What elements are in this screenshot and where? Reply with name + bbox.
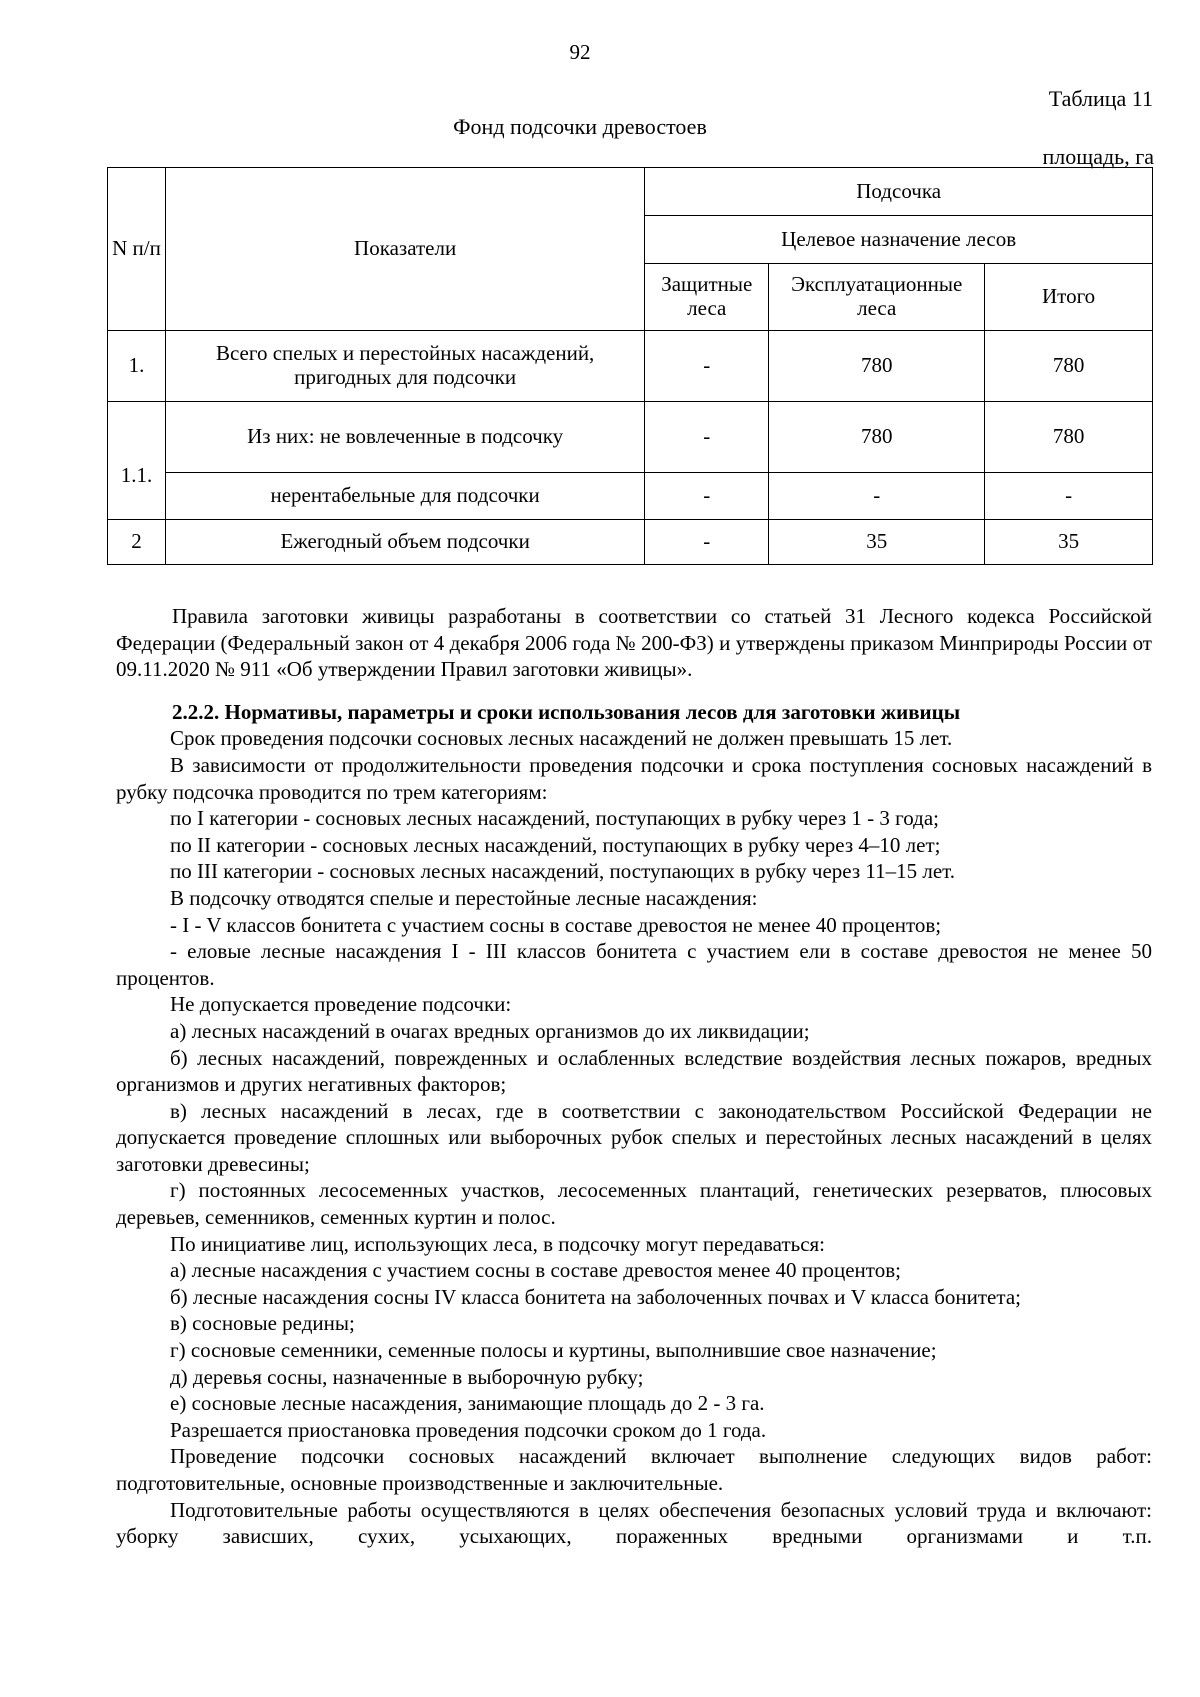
list-item: в) лесных насаждений в лесах, где в соответствии с законодательством Российской Федерации не допускается проведение сплошных или выборочных рубок спелых и перестойных лесных насаждений в целях заготовки древесины;: [116, 1098, 1152, 1176]
row-num: 2: [108, 520, 166, 565]
section-heading: 2.2.2. Нормативы, параметры и сроки использования лесов для заготовки живицы: [172, 699, 961, 724]
paragraph: По инициативе лиц, использующих леса, в подсочку могут передаваться:: [170, 1231, 826, 1256]
header-exploitation: Эксплуатационные леса: [769, 264, 985, 331]
row-name: Ежегодный объем подсочки: [165, 520, 644, 565]
list-item: а) лесных насаждений в очагах вредных организмов до их ликвидации;: [170, 1018, 810, 1043]
list-item: - I - V классов бонитета с участием сосны в составе древостоя не менее 40 процентов;: [170, 912, 942, 937]
row-protective: -: [645, 331, 769, 402]
list-item: в) сосновые редины;: [170, 1311, 355, 1336]
tapping-fund-table: [107, 167, 1153, 565]
table-title: Фонд подсочки древостоев: [453, 114, 707, 139]
row-total: 780: [985, 331, 1153, 402]
paragraph: Не допускается проведение подсочки:: [170, 992, 512, 1017]
row-name: Всего спелых и перестойных насаждений, пригодных для подсочки: [165, 331, 644, 402]
row-protective: -: [645, 473, 769, 520]
paragraph: Проведение подсочки сосновых насаждений включает выполнение следующих видов работ: подготовительные, основные производственные и заключительные.: [116, 1444, 1152, 1495]
row-exploitation: 780: [769, 402, 985, 473]
header-num: N п/п: [108, 168, 166, 331]
row-num: 1.1.: [108, 402, 166, 520]
row-name: Из них: не вовлеченные в подсочку: [165, 402, 644, 473]
list-item: е) сосновые лесные насаждения, занимающие площадь до 2 - 3 га.: [170, 1391, 765, 1416]
row-name: нерентабельные для подсочки: [165, 473, 644, 520]
list-item: по III категории - сосновых лесных насаждений, поступающих в рубку через 11–15 лет.: [170, 859, 956, 884]
paragraph: Разрешается приостановка проведения подсочки сроком до 1 года.: [170, 1417, 767, 1442]
list-item: - еловые лесные насаждения I - III классов бонитета с участием ели в составе древостоя не менее 50 процентов.: [116, 939, 1152, 990]
header-forest-purpose: Целевое назначение лесов: [645, 216, 1153, 264]
page-number: 92: [569, 40, 591, 64]
table-label: Таблица 11: [1048, 86, 1153, 111]
row-exploitation: 780: [769, 331, 985, 402]
header-total: Итого: [985, 264, 1153, 331]
table-row: [108, 402, 1153, 473]
intro-paragraph: Правила заготовки живицы разработаны в соответствии со статьей 31 Лесного кодекса Российской Федерации (Федеральный закон от 4 декабря 2006 года № 200-ФЗ) и утверждены приказом Минприроды России от 09.11.2020 № 911 «Об утверждении Правил заготовки живицы».: [116, 604, 1152, 682]
row-total: 780: [985, 402, 1153, 473]
row-num: 1.: [108, 331, 166, 402]
paragraph: Подготовительные работы осуществляются в целях обеспечения безопасных условий труда и включают: уборку зависших, сухих, усыхающих, пораженных вредными организмами и т.п.: [116, 1497, 1152, 1549]
list-item: г) сосновые семенники, семенные полосы и куртины, выполнившие свое назначение;: [170, 1338, 937, 1363]
row-total: 35: [985, 520, 1153, 565]
paragraph: В подсочку отводятся спелые и перестойные лесные насаждения:: [170, 885, 758, 910]
table-row: [108, 331, 1153, 402]
list-item: по II категории - сосновых лесных насаждений, поступающих в рубку через 4–10 лет;: [170, 832, 941, 857]
paragraph: Срок проведения подсочки сосновых лесных насаждений не должен превышать 15 лет.: [170, 726, 953, 751]
header-protective: Защитные леса: [645, 264, 769, 331]
list-item: г) постоянных лесосеменных участков, лесосеменных плантаций, генетических резерватов, плюсовых деревьев, семенников, семенных куртин и полос.: [116, 1178, 1152, 1230]
list-item: а) лесные насаждения с участием сосны в составе древостоя менее 40 процентов;: [170, 1258, 901, 1283]
row-protective: -: [645, 520, 769, 565]
row-protective: -: [645, 402, 769, 473]
list-item: б) лесные насаждения сосны IV класса бонитета на заболоченных почвах и V класса бонитета;: [170, 1284, 1021, 1309]
document-body: [116, 603, 1152, 1550]
list-item: д) деревья сосны, назначенные в выборочную рубку;: [170, 1364, 644, 1389]
header-indicators: Показатели: [165, 168, 644, 331]
table-row: [108, 520, 1153, 565]
list-item: по I категории - сосновых лесных насаждений, поступающих в рубку через 1 - 3 года;: [170, 806, 939, 831]
paragraph: В зависимости от продолжительности проведения подсочки и срока поступления сосновых насаждений в рубку подсочка проводится по трем категориям:: [116, 752, 1152, 804]
list-item: б) лесных насаждений, поврежденных и ослабленных вследствие воздействия лесных пожаров, вредных организмов и других негативных факторов;: [116, 1045, 1152, 1097]
row-exploitation: -: [769, 473, 985, 520]
table-unit: площадь, га: [1042, 144, 1154, 169]
header-tapping: Подсочка: [645, 168, 1153, 216]
row-total: -: [985, 473, 1153, 520]
table-row: [108, 473, 1153, 520]
row-exploitation: 35: [769, 520, 985, 565]
